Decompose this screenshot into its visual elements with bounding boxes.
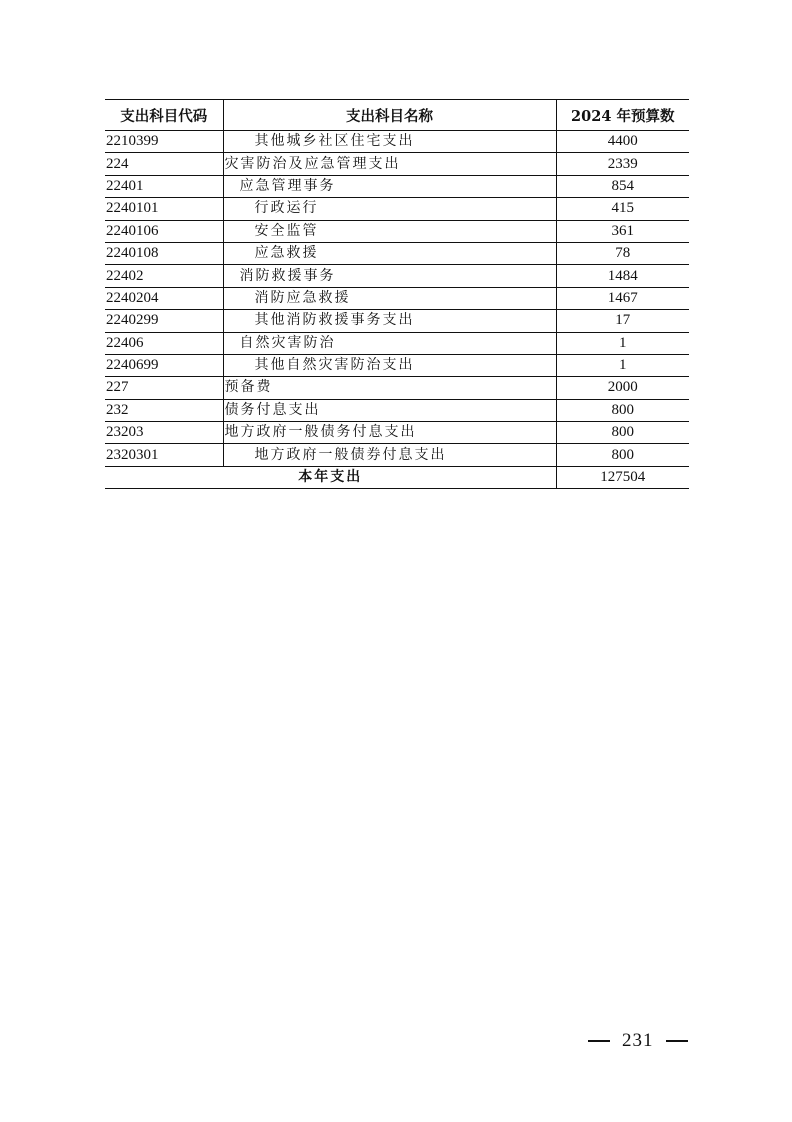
subject-name-cell: 消防应急救援 <box>223 287 556 309</box>
budget-table-container <box>105 99 689 489</box>
subject-name-cell: 其他城乡社区住宅支出 <box>223 131 556 153</box>
subject-code-cell: 2240108 <box>105 242 223 264</box>
subject-code-cell: 224 <box>105 153 223 175</box>
subject-code-cell: 22402 <box>105 265 223 287</box>
header-subject-name: 支出科目名称 <box>223 100 556 131</box>
subject-code-cell: 23203 <box>105 422 223 444</box>
budget-amount-cell: 4400 <box>556 131 689 153</box>
budget-amount-cell: 854 <box>556 175 689 197</box>
subject-name-cell: 地方政府一般债券付息支出 <box>223 444 556 466</box>
subject-name-cell: 消防救援事务 <box>223 265 556 287</box>
table-row <box>105 265 689 287</box>
subject-code-cell: 2240699 <box>105 354 223 376</box>
subject-name-cell: 应急管理事务 <box>223 175 556 197</box>
table-row <box>105 153 689 175</box>
subject-code-cell: 232 <box>105 399 223 421</box>
right-dash <box>666 1040 688 1041</box>
subject-name-cell: 预备费 <box>223 377 556 399</box>
subject-name-cell: 债务付息支出 <box>223 399 556 421</box>
subject-code-cell: 2240204 <box>105 287 223 309</box>
budget-amount-cell: 1467 <box>556 287 689 309</box>
table-row <box>105 220 689 242</box>
table-row <box>105 332 689 354</box>
total-label: 本年支出 <box>105 466 556 488</box>
subject-code-cell: 227 <box>105 377 223 399</box>
subject-code-cell: 2210399 <box>105 131 223 153</box>
page-number: 231 <box>622 1030 654 1051</box>
subject-code-cell: 2320301 <box>105 444 223 466</box>
table-row <box>105 287 689 309</box>
page-number-footer <box>588 1030 688 1052</box>
table-row <box>105 131 689 153</box>
subject-code-cell: 2240101 <box>105 198 223 220</box>
table-row <box>105 242 689 264</box>
header-subject-code: 支出科目代码 <box>105 100 223 131</box>
table-row <box>105 175 689 197</box>
budget-expenditure-table <box>105 99 689 489</box>
subject-code-cell: 2240106 <box>105 220 223 242</box>
subject-name-cell: 地方政府一般债务付息支出 <box>223 422 556 444</box>
table-row <box>105 377 689 399</box>
budget-amount-cell: 361 <box>556 220 689 242</box>
budget-amount-cell: 1484 <box>556 265 689 287</box>
table-row <box>105 444 689 466</box>
subject-code-cell: 22401 <box>105 175 223 197</box>
table-row <box>105 422 689 444</box>
budget-amount-cell: 800 <box>556 444 689 466</box>
total-amount: 127504 <box>556 466 689 488</box>
subject-code-cell: 2240299 <box>105 310 223 332</box>
budget-amount-cell: 415 <box>556 198 689 220</box>
table-row <box>105 198 689 220</box>
budget-amount-cell: 78 <box>556 242 689 264</box>
left-dash <box>588 1040 610 1041</box>
table-row <box>105 399 689 421</box>
budget-amount-cell: 2339 <box>556 153 689 175</box>
table-row <box>105 354 689 376</box>
table-body <box>105 131 689 489</box>
budget-amount-cell: 800 <box>556 422 689 444</box>
subject-name-cell: 其他消防救援事务支出 <box>223 310 556 332</box>
subject-name-cell: 自然灾害防治 <box>223 332 556 354</box>
subject-name-cell: 其他自然灾害防治支出 <box>223 354 556 376</box>
budget-amount-cell: 1 <box>556 354 689 376</box>
budget-amount-cell: 2000 <box>556 377 689 399</box>
subject-name-cell: 安全监管 <box>223 220 556 242</box>
subject-name-cell: 灾害防治及应急管理支出 <box>223 153 556 175</box>
subject-name-cell: 行政运行 <box>223 198 556 220</box>
table-row <box>105 310 689 332</box>
subject-name-cell: 应急救援 <box>223 242 556 264</box>
header-budget-amount: 2024 年预算数 <box>556 100 689 131</box>
total-row <box>105 466 689 488</box>
budget-amount-cell: 1 <box>556 332 689 354</box>
subject-code-cell: 22406 <box>105 332 223 354</box>
table-header-row <box>105 100 689 131</box>
budget-amount-cell: 17 <box>556 310 689 332</box>
budget-amount-cell: 800 <box>556 399 689 421</box>
